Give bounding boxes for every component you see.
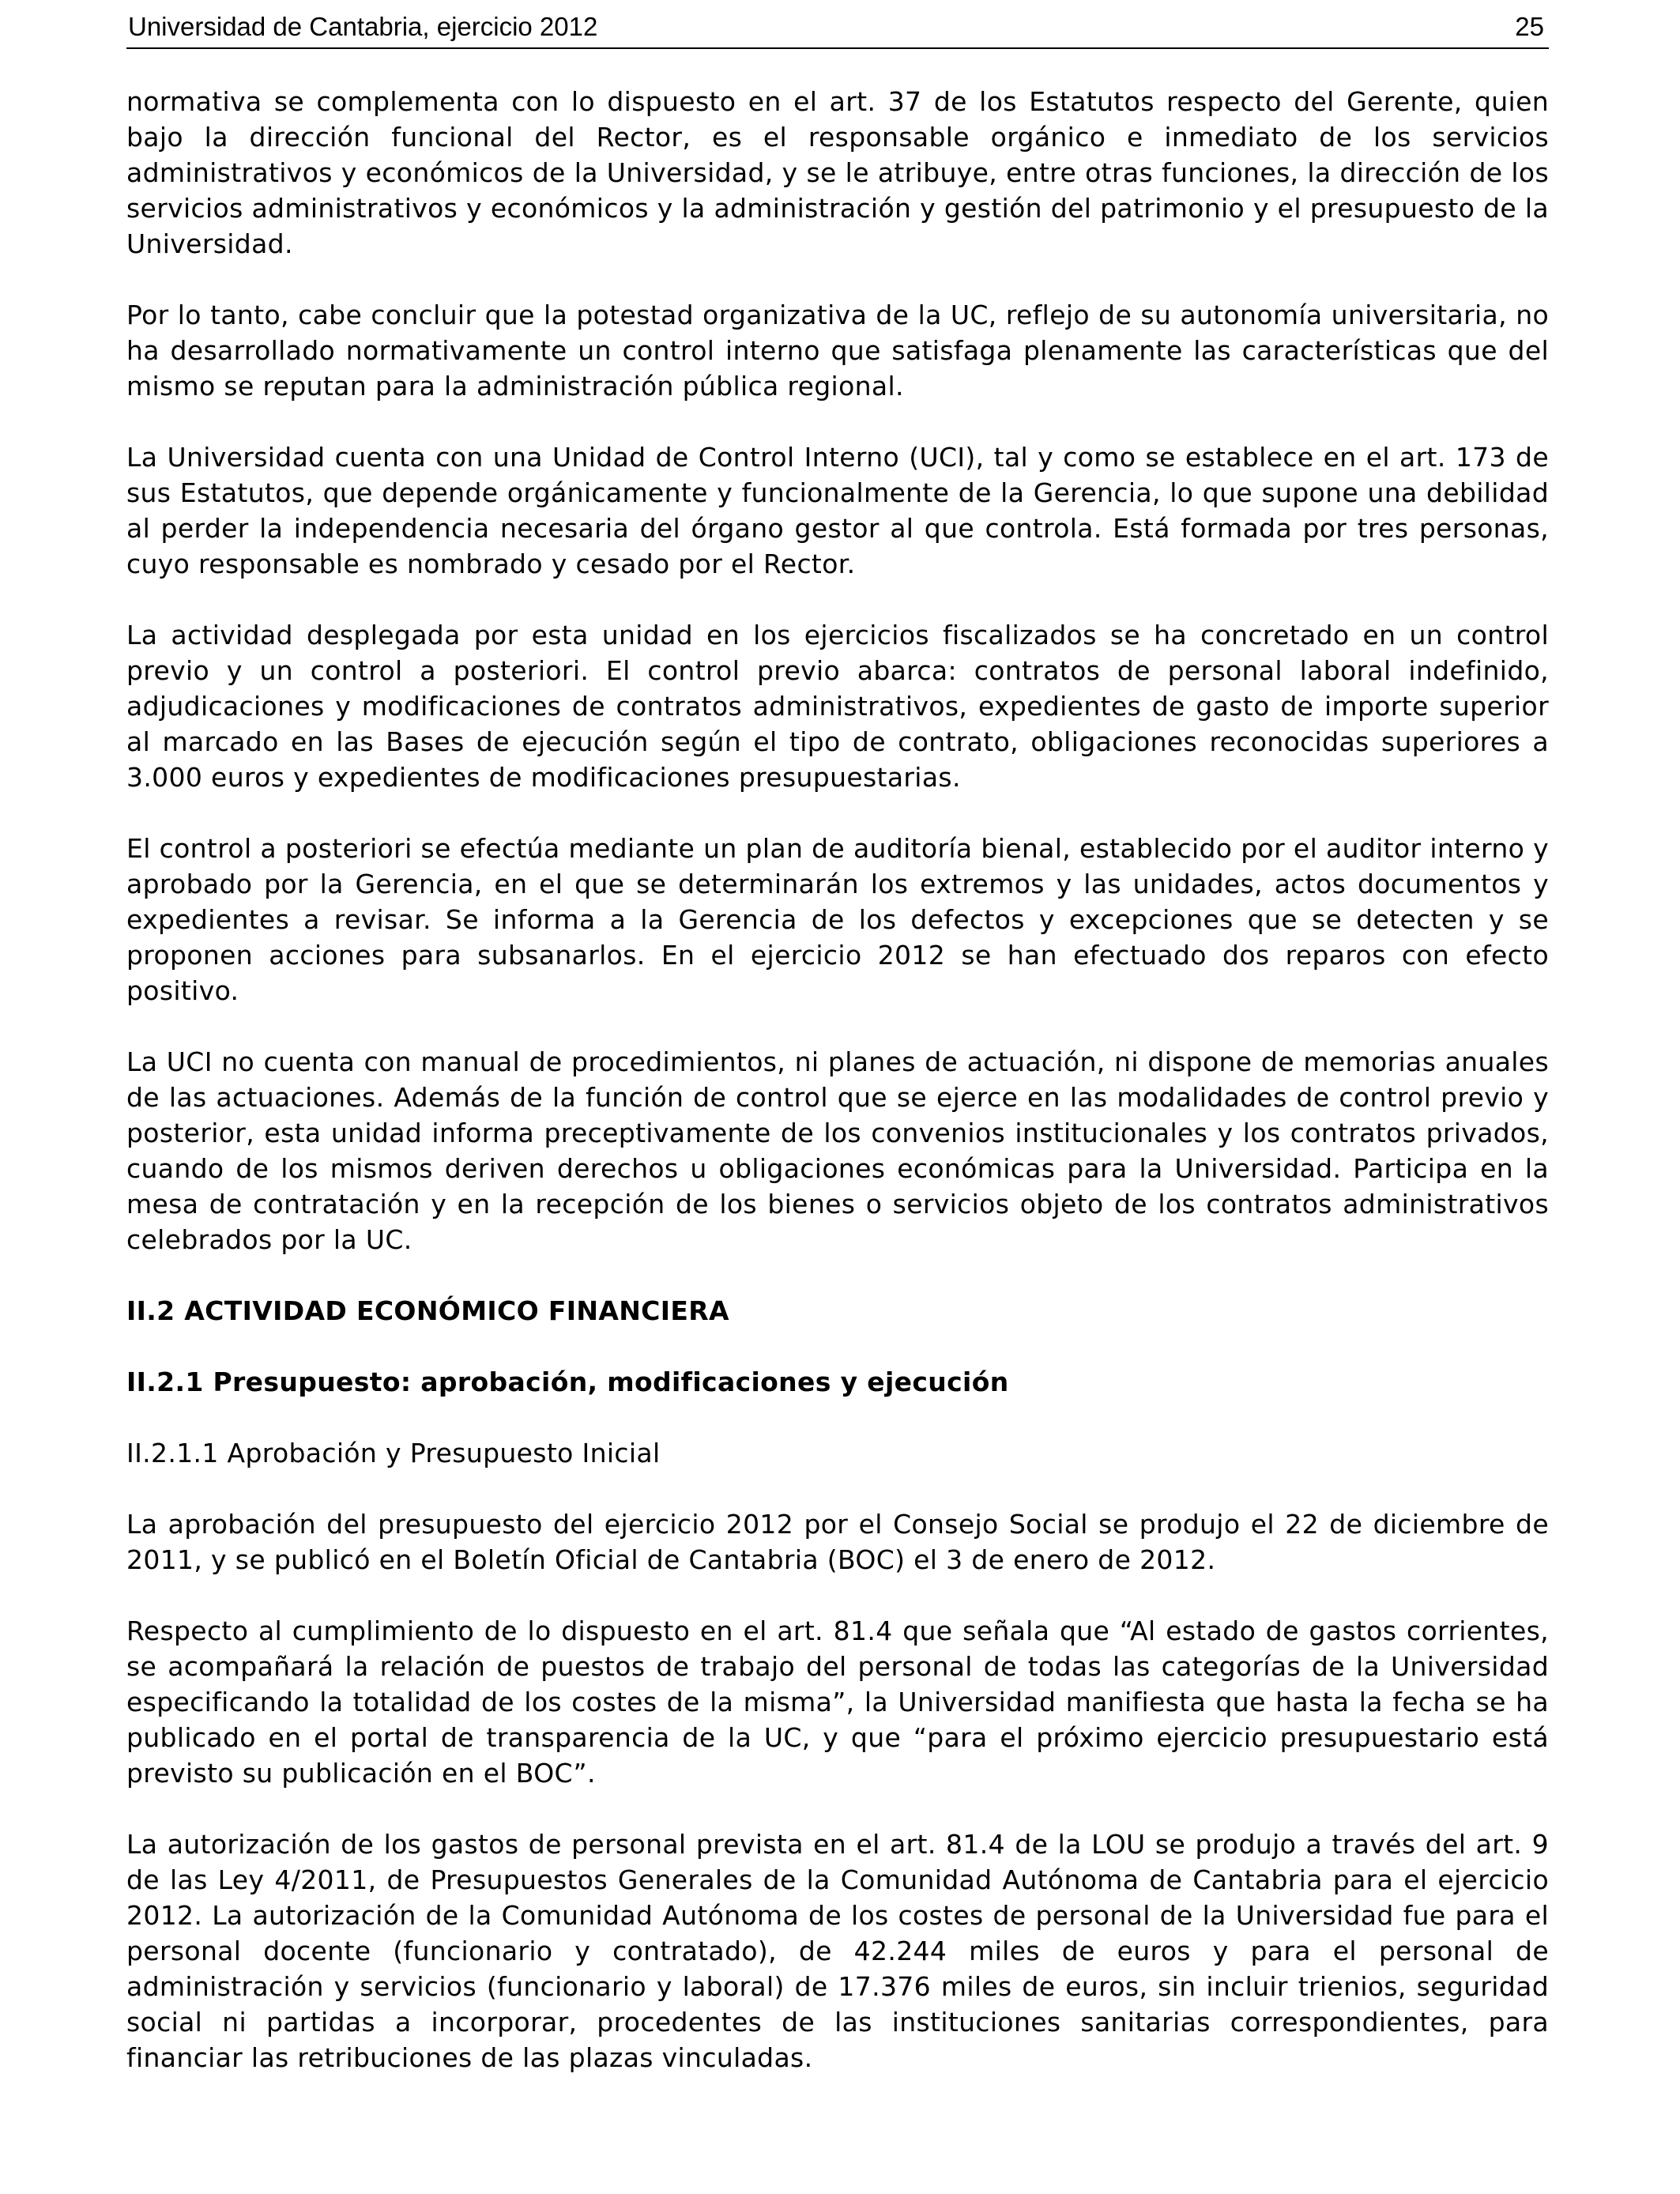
paragraph-actividad: La actividad desplegada por esta unidad en los ejercicios fiscalizados se ha concretado en un control previo y un control a posteriori. El control previo abarca: contratos de personal laboral indefinido, adjudicaciones y modificaciones de contratos administrativos, expedientes de gasto de importe superior al marcado en las Bases de ejecución según el tipo de contrato, obligaciones reconocidas superiores a 3.000 euros y expedientes de modificaciones presupuestarias. bbox=[126, 620, 1549, 793]
section-title: II.2 ACTIVIDAD ECONÓMICO FINANCIERA bbox=[126, 1295, 729, 1326]
header-title: Universidad de Cantabria, ejercicio 2012 bbox=[128, 12, 598, 41]
subsection-title: II.2.1 Presupuesto: aprobación, modificaciones y ejecución bbox=[126, 1367, 1009, 1397]
paragraph-gerente: normativa se complementa con lo dispuesto en el art. 37 de los Estatutos respecto del Gerente, quien bajo la dirección funcional del Rector, es el responsable orgánico e inmediato de los servicios administrativos y económicos de la Universidad, y se le atribuye, entre otras funciones, la dirección de los servicios administrativos y económicos y la administración y gestión del patrimonio y el presupuesto de la Universidad. bbox=[126, 86, 1549, 259]
body-text bbox=[126, 84, 1549, 2111]
running-header bbox=[126, 6, 1549, 49]
paragraph-uci: La Universidad cuenta con una Unidad de Control Interno (UCI), tal y como se establece en el art. 173 de sus Estatutos, que depende orgánicamente y funcionalmente de la Gerencia, lo que supone una debilidad al perder la independencia necesaria del órgano gestor al que controla. Está formada por tres personas, cuyo responsable es nombrado y cesado por el Rector. bbox=[126, 442, 1549, 579]
paragraph-aprobacion: La aprobación del presupuesto del ejercicio 2012 por el Consejo Social se produjo el 22 de diciembre de 2011, y se publicó en el Boletín Oficial de Cantabria (BOC) el 3 de enero de 2012. bbox=[126, 1509, 1549, 1575]
paragraph-uci-manual: La UCI no cuenta con manual de procedimientos, ni planes de actuación, ni dispone de memorias anuales de las actuaciones. Además de la función de control que se ejerce en las modalidades de control previo y posterior, esta unidad informa preceptivamente de los convenios institucionales y los contratos privados, cuando de los mismos deriven derechos u obligaciones económicas para la Universidad. Participa en la mesa de contratación y en la recepción de los bienes o servicios objeto de los contratos administrativos celebrados por la UC. bbox=[126, 1046, 1549, 1255]
paragraph-control-posteriori: El control a posteriori se efectúa mediante un plan de auditoría bienal, establecido por el auditor interno y aprobado por la Gerencia, en el que se determinarán los extremos y las unidades, actos documentos y expedientes a revisar. Se informa a la Gerencia de los defectos y excepciones que se detecten y se proponen acciones para subsanarlos. En el ejercicio 2012 se han efectuado dos reparos con efecto positivo. bbox=[126, 833, 1549, 1006]
paragraph-potestad: Por lo tanto, cabe concluir que la potestad organizativa de la UC, reflejo de su autonomía universitaria, no ha desarrollado normativamente un control interno que satisfaga plenamente las características que del mismo se reputan para la administración pública regional. bbox=[126, 300, 1549, 401]
subsubsection-title: II.2.1.1 Aprobación y Presupuesto Inicial bbox=[126, 1438, 661, 1468]
paragraph-gastos-personal: La autorización de los gastos de personal prevista en el art. 81.4 de la LOU se produjo a través del art. 9 de las Ley 4/2011, de Presupuestos Generales de la Comunidad Autónoma de Cantabria para el ejercicio 2012. La autorización de la Comunidad Autónoma de los costes de personal de la Universidad fue para el personal docente (funcionario y contratado), de 42.244 miles de euros y para el personal de administración y servicios (funcionario y laboral) de 17.376 miles de euros, sin incluir trienios, seguridad social ni partidas a incorporar, procedentes de las instituciones sanitarias correspondientes, para financiar las retribuciones de las plazas vinculadas. bbox=[126, 1829, 1549, 2073]
paragraph-art-81-4: Respecto al cumplimiento de lo dispuesto en el art. 81.4 que señala que “Al estado de gastos corrientes, se acompañará la relación de puestos de trabajo del personal de todas las categorías de la Universidad especificando la totalidad de los costes de la misma”, la Universidad manifiesta que hasta la fecha se ha publicado en el portal de transparencia de la UC, y que “para el próximo ejercicio presupuestario está previsto su publicación en el BOC”. bbox=[126, 1615, 1549, 1789]
page-number: 25 bbox=[1515, 12, 1544, 41]
